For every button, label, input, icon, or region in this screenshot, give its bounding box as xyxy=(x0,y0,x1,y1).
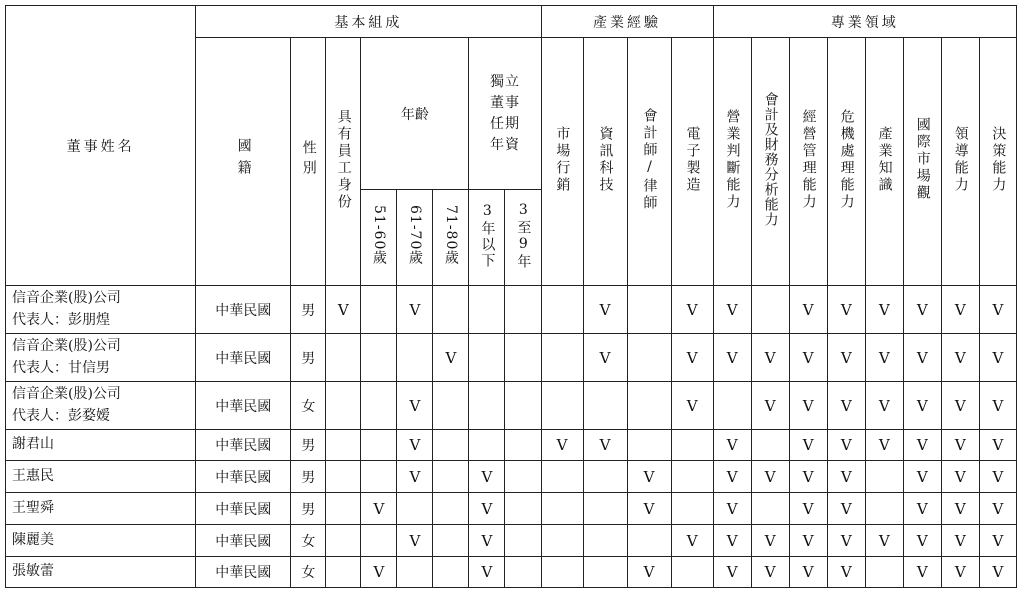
check-mark-cell xyxy=(433,525,469,557)
check-mark-cell: V xyxy=(903,461,941,493)
check-mark-cell xyxy=(583,525,627,557)
check-mark-cell: V xyxy=(713,493,751,525)
check-mark-cell: V xyxy=(979,493,1016,525)
check-mark-cell: V xyxy=(979,525,1016,557)
check-mark-cell: V xyxy=(903,286,941,334)
gender-cell: 女 xyxy=(291,557,326,588)
check-mark-cell: V xyxy=(789,382,827,430)
check-mark-cell xyxy=(505,493,541,525)
check-mark-cell: V xyxy=(827,334,865,382)
check-mark-cell xyxy=(326,493,361,525)
check-mark-cell: V xyxy=(941,493,979,525)
gender-cell: 男 xyxy=(291,493,326,525)
check-mark-cell: V xyxy=(789,557,827,588)
industry-experience-header: 產業經驗 xyxy=(541,6,713,38)
check-mark-cell: V xyxy=(789,286,827,334)
check-mark-cell: V xyxy=(865,525,903,557)
header-row-groups xyxy=(6,6,1017,38)
professional-col-header-7: 決策能力 xyxy=(979,38,1016,286)
check-mark-cell xyxy=(541,286,583,334)
check-mark-cell: V xyxy=(751,334,789,382)
check-mark-cell: V xyxy=(941,382,979,430)
check-mark-cell xyxy=(751,493,789,525)
director-name-line: 代表人：彭朋煌 xyxy=(12,311,110,328)
check-mark-cell xyxy=(505,382,541,430)
check-mark-cell: V xyxy=(397,525,433,557)
director-name-cell xyxy=(6,557,196,588)
check-mark-cell: V xyxy=(433,334,469,382)
check-mark-cell: V xyxy=(583,286,627,334)
check-mark-cell: V xyxy=(397,286,433,334)
indep-tenure-header: 獨立董事任期年資 xyxy=(469,38,541,190)
table-row xyxy=(6,430,1017,461)
check-mark-cell xyxy=(865,461,903,493)
gender-cell: 女 xyxy=(291,525,326,557)
check-mark-cell: V xyxy=(979,382,1016,430)
table-row xyxy=(6,525,1017,557)
check-mark-cell: V xyxy=(903,493,941,525)
check-mark-cell xyxy=(397,557,433,588)
check-mark-cell: V xyxy=(827,382,865,430)
professional-col-header-0: 營業判斷能力 xyxy=(713,38,751,286)
table-row xyxy=(6,286,1017,334)
employee-header: 具有員工身份 xyxy=(326,38,361,286)
check-mark-cell: V xyxy=(713,525,751,557)
director-name-cell xyxy=(6,525,196,557)
industry-col-header-3: 電子製造 xyxy=(671,38,713,286)
check-mark-cell xyxy=(541,382,583,430)
check-mark-cell: V xyxy=(941,430,979,461)
professional-col-header-4: 產業知識 xyxy=(865,38,903,286)
check-mark-cell xyxy=(469,286,505,334)
check-mark-cell xyxy=(361,286,397,334)
check-mark-cell xyxy=(505,557,541,588)
check-mark-cell: V xyxy=(827,493,865,525)
age-range-header-2: 71-80歲 xyxy=(433,190,469,286)
check-mark-cell: V xyxy=(469,461,505,493)
check-mark-cell: V xyxy=(751,461,789,493)
check-mark-cell: V xyxy=(941,525,979,557)
check-mark-cell xyxy=(583,557,627,588)
board-table-body xyxy=(6,286,1017,588)
check-mark-cell xyxy=(671,461,713,493)
check-mark-cell xyxy=(326,525,361,557)
professional-col-header-5: 國際市場觀 xyxy=(903,38,941,286)
check-mark-cell xyxy=(627,525,671,557)
check-mark-cell: V xyxy=(397,461,433,493)
nationality-cell: 中華民國 xyxy=(196,430,291,461)
check-mark-cell: V xyxy=(789,334,827,382)
director-name-cell xyxy=(6,461,196,493)
check-mark-cell xyxy=(627,430,671,461)
gender-cell: 男 xyxy=(291,430,326,461)
check-mark-cell: V xyxy=(361,557,397,588)
director-name-line: 陳麗美 xyxy=(12,531,54,548)
check-mark-cell xyxy=(361,525,397,557)
check-mark-cell: V xyxy=(979,430,1016,461)
check-mark-cell: V xyxy=(903,382,941,430)
check-mark-cell xyxy=(541,525,583,557)
check-mark-cell: V xyxy=(713,286,751,334)
director-name-line: 信音企業(股)公司 xyxy=(12,385,121,402)
director-name-header: 董事姓名 xyxy=(6,6,196,286)
check-mark-cell: V xyxy=(979,334,1016,382)
check-mark-cell xyxy=(627,382,671,430)
check-mark-cell xyxy=(433,382,469,430)
check-mark-cell xyxy=(541,334,583,382)
check-mark-cell xyxy=(361,334,397,382)
check-mark-cell: V xyxy=(827,286,865,334)
table-row xyxy=(6,461,1017,493)
check-mark-cell xyxy=(671,493,713,525)
check-mark-cell: V xyxy=(751,382,789,430)
check-mark-cell: V xyxy=(865,334,903,382)
check-mark-cell: V xyxy=(469,557,505,588)
nationality-cell: 中華民國 xyxy=(196,334,291,382)
check-mark-cell xyxy=(326,430,361,461)
check-mark-cell: V xyxy=(941,334,979,382)
check-mark-cell: V xyxy=(865,286,903,334)
check-mark-cell: V xyxy=(941,461,979,493)
check-mark-cell xyxy=(326,334,361,382)
check-mark-cell xyxy=(433,493,469,525)
check-mark-cell xyxy=(865,557,903,588)
check-mark-cell xyxy=(627,286,671,334)
check-mark-cell xyxy=(671,430,713,461)
check-mark-cell xyxy=(583,493,627,525)
check-mark-cell xyxy=(326,461,361,493)
check-mark-cell: V xyxy=(751,557,789,588)
check-mark-cell xyxy=(583,382,627,430)
professional-field-header: 專業領域 xyxy=(713,6,1016,38)
check-mark-cell xyxy=(433,557,469,588)
nationality-cell: 中華民國 xyxy=(196,382,291,430)
check-mark-cell xyxy=(627,334,671,382)
tenure-range-header-0: 3年以下 xyxy=(469,190,505,286)
check-mark-cell: V xyxy=(827,557,865,588)
check-mark-cell: V xyxy=(979,461,1016,493)
check-mark-cell: V xyxy=(627,493,671,525)
board-diversity-table-container xyxy=(5,5,1017,588)
check-mark-cell: V xyxy=(827,525,865,557)
table-row xyxy=(6,557,1017,588)
professional-col-header-3: 危機處理能力 xyxy=(827,38,865,286)
check-mark-cell: V xyxy=(671,525,713,557)
check-mark-cell: V xyxy=(903,430,941,461)
check-mark-cell xyxy=(361,382,397,430)
check-mark-cell xyxy=(541,557,583,588)
table-row xyxy=(6,382,1017,430)
check-mark-cell: V xyxy=(713,461,751,493)
check-mark-cell xyxy=(751,286,789,334)
check-mark-cell xyxy=(397,334,433,382)
table-row xyxy=(6,334,1017,382)
check-mark-cell: V xyxy=(326,286,361,334)
check-mark-cell: V xyxy=(903,557,941,588)
check-mark-cell xyxy=(361,430,397,461)
check-mark-cell: V xyxy=(397,430,433,461)
check-mark-cell: V xyxy=(865,430,903,461)
check-mark-cell: V xyxy=(827,430,865,461)
check-mark-cell: V xyxy=(865,382,903,430)
check-mark-cell: V xyxy=(361,493,397,525)
director-name-line: 謝君山 xyxy=(12,436,54,453)
director-name-line: 代表人：彭婺嫒 xyxy=(12,407,110,424)
table-row xyxy=(6,493,1017,525)
check-mark-cell xyxy=(433,461,469,493)
check-mark-cell xyxy=(505,334,541,382)
professional-col-header-1: 會計及財務分析能力 xyxy=(751,38,789,286)
check-mark-cell xyxy=(397,493,433,525)
check-mark-cell xyxy=(671,557,713,588)
board-diversity-table xyxy=(5,5,1017,588)
check-mark-cell: V xyxy=(469,525,505,557)
check-mark-cell: V xyxy=(627,461,671,493)
nationality-header: 國籍 xyxy=(196,38,291,286)
check-mark-cell xyxy=(433,286,469,334)
director-name-line: 王惠民 xyxy=(12,467,54,484)
age-range-header-1: 61-70歲 xyxy=(397,190,433,286)
check-mark-cell xyxy=(433,430,469,461)
check-mark-cell: V xyxy=(941,557,979,588)
gender-cell: 男 xyxy=(291,334,326,382)
nationality-cell: 中華民國 xyxy=(196,525,291,557)
check-mark-cell xyxy=(326,382,361,430)
check-mark-cell: V xyxy=(671,334,713,382)
check-mark-cell: V xyxy=(583,334,627,382)
check-mark-cell: V xyxy=(397,382,433,430)
check-mark-cell: V xyxy=(789,430,827,461)
check-mark-cell: V xyxy=(541,430,583,461)
check-mark-cell: V xyxy=(789,493,827,525)
gender-cell: 女 xyxy=(291,382,326,430)
check-mark-cell: V xyxy=(469,493,505,525)
check-mark-cell: V xyxy=(789,461,827,493)
check-mark-cell xyxy=(713,382,751,430)
industry-col-header-0: 市場行銷 xyxy=(541,38,583,286)
nationality-cell: 中華民國 xyxy=(196,557,291,588)
nationality-cell: 中華民國 xyxy=(196,461,291,493)
check-mark-cell: V xyxy=(583,430,627,461)
director-name-line: 信音企業(股)公司 xyxy=(12,289,121,306)
check-mark-cell xyxy=(541,461,583,493)
check-mark-cell: V xyxy=(941,286,979,334)
check-mark-cell xyxy=(505,286,541,334)
check-mark-cell: V xyxy=(713,557,751,588)
check-mark-cell xyxy=(865,493,903,525)
check-mark-cell xyxy=(469,382,505,430)
check-mark-cell xyxy=(469,430,505,461)
industry-col-header-2: 會計師/律師 xyxy=(627,38,671,286)
director-name-cell xyxy=(6,493,196,525)
director-name-line: 張敏蕾 xyxy=(12,563,54,580)
check-mark-cell xyxy=(505,525,541,557)
check-mark-cell: V xyxy=(671,382,713,430)
check-mark-cell xyxy=(505,461,541,493)
gender-header: 性別 xyxy=(291,38,326,286)
director-name-cell xyxy=(6,382,196,430)
director-name-cell xyxy=(6,430,196,461)
check-mark-cell: V xyxy=(671,286,713,334)
professional-col-header-2: 經營管理能力 xyxy=(789,38,827,286)
professional-col-header-6: 領導能力 xyxy=(941,38,979,286)
check-mark-cell xyxy=(469,334,505,382)
check-mark-cell: V xyxy=(903,525,941,557)
check-mark-cell xyxy=(541,493,583,525)
gender-cell: 男 xyxy=(291,286,326,334)
check-mark-cell: V xyxy=(789,525,827,557)
check-mark-cell xyxy=(361,461,397,493)
age-header: 年齡 xyxy=(361,38,469,190)
director-name-line: 代表人：甘信男 xyxy=(12,359,110,376)
check-mark-cell: V xyxy=(903,334,941,382)
check-mark-cell: V xyxy=(627,557,671,588)
check-mark-cell: V xyxy=(979,286,1016,334)
director-name-line: 王聖舜 xyxy=(12,499,54,516)
check-mark-cell xyxy=(326,557,361,588)
check-mark-cell: V xyxy=(979,557,1016,588)
check-mark-cell xyxy=(583,461,627,493)
director-name-cell xyxy=(6,334,196,382)
tenure-range-header-1: 3至9年 xyxy=(505,190,541,286)
basic-composition-header: 基本組成 xyxy=(196,6,541,38)
gender-cell: 男 xyxy=(291,461,326,493)
director-name-line: 信音企業(股)公司 xyxy=(12,337,121,354)
check-mark-cell: V xyxy=(713,334,751,382)
check-mark-cell xyxy=(505,430,541,461)
director-name-cell xyxy=(6,286,196,334)
nationality-cell: 中華民國 xyxy=(196,286,291,334)
check-mark-cell xyxy=(751,430,789,461)
nationality-cell: 中華民國 xyxy=(196,493,291,525)
industry-col-header-1: 資訊科技 xyxy=(583,38,627,286)
check-mark-cell: V xyxy=(713,430,751,461)
check-mark-cell: V xyxy=(827,461,865,493)
age-range-header-0: 51-60歲 xyxy=(361,190,397,286)
check-mark-cell: V xyxy=(751,525,789,557)
